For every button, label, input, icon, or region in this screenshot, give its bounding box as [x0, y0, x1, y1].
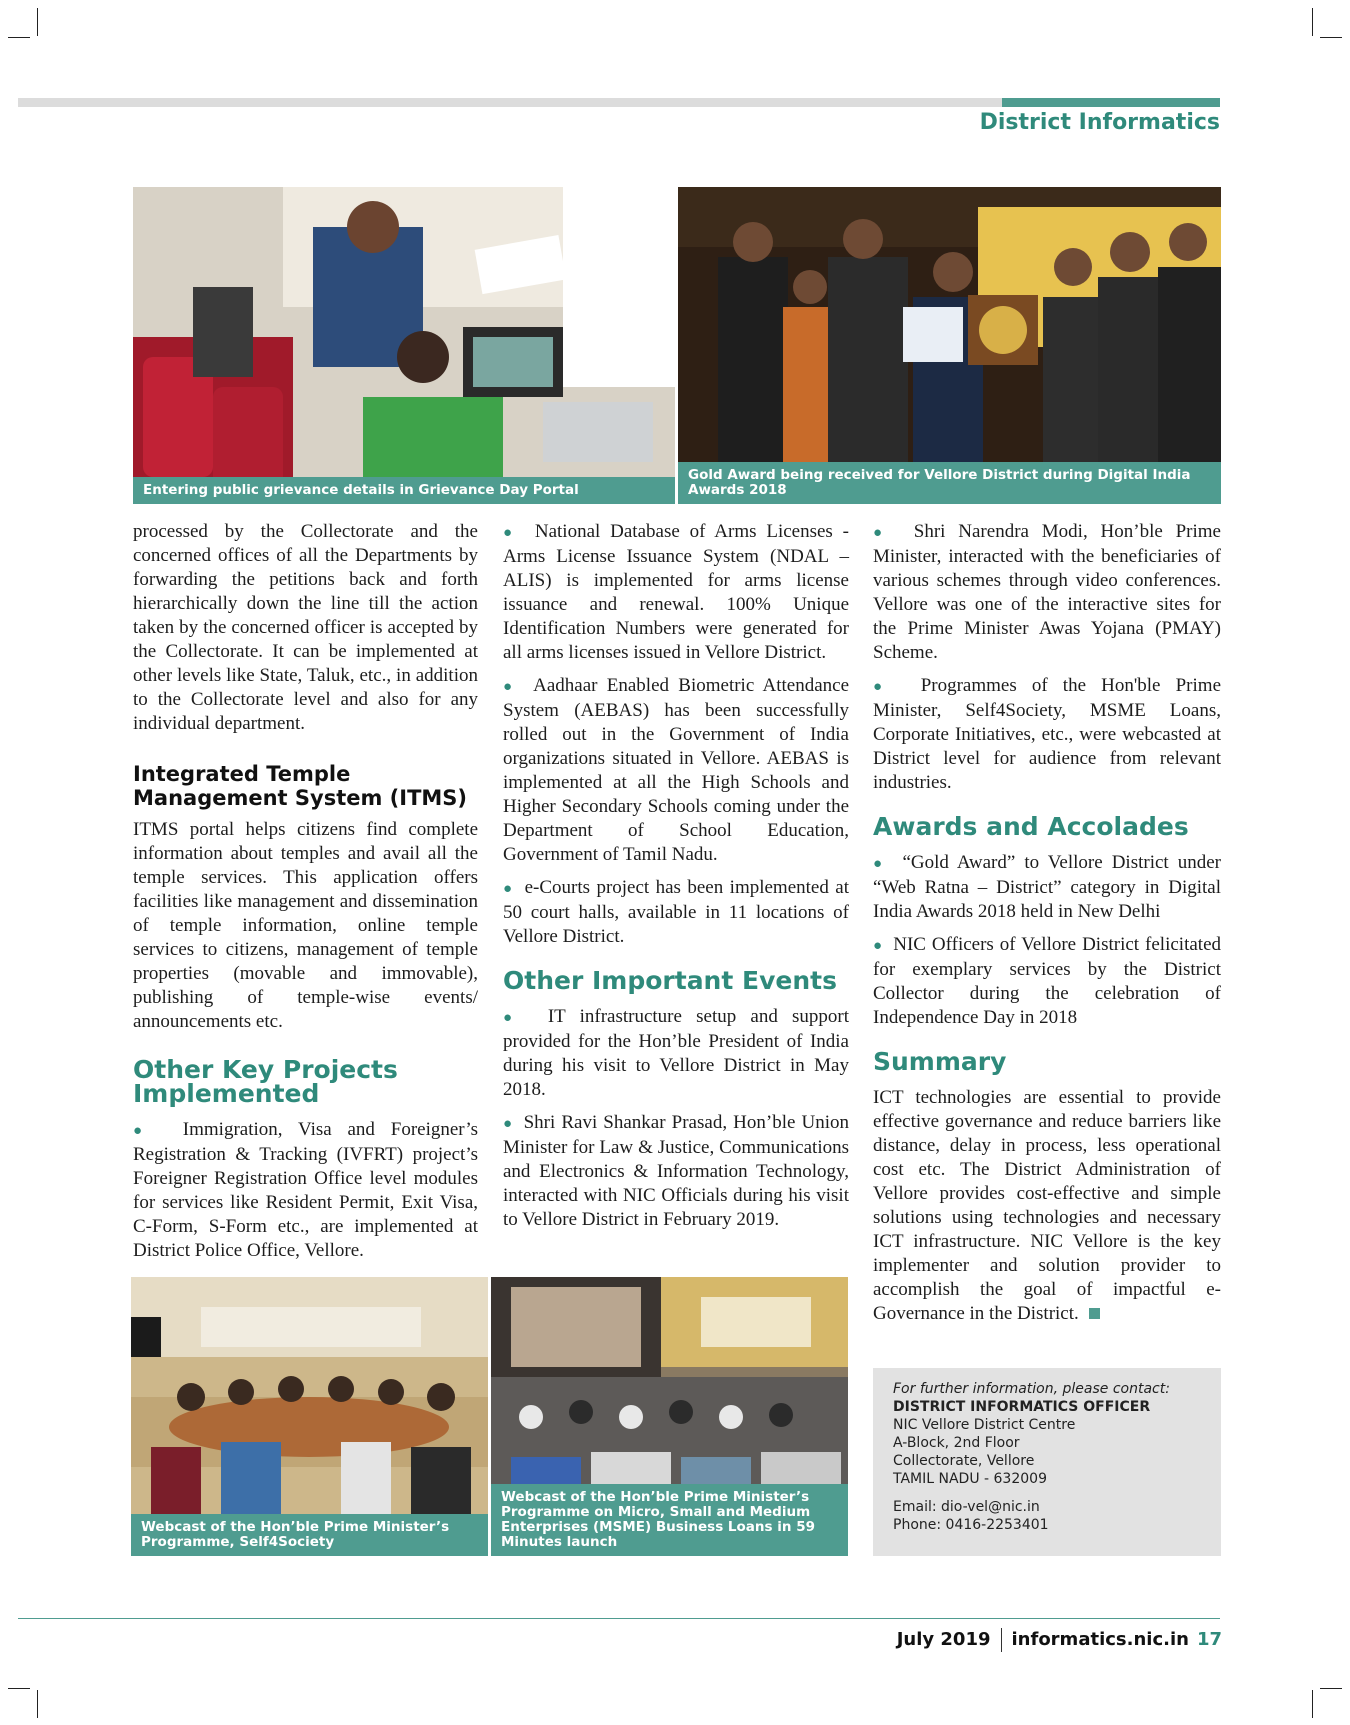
bullet-ivfrt: ● Immigration, Visa and Foreigner’s Registration & Tracking (IVFRT) project’s Foreigner Registration Office level modules for services like Resident Permit, Exit Visa, C-Form, S-Form etc., are implemented at District Police Office, Vellore.	[133, 1118, 478, 1263]
contact-address-line: NIC Vellore District Centre	[893, 1417, 1076, 1433]
bullet-president-visit: ● IT infrastructure setup and support provided for the Hon’ble President of India during his visit to Vellore District in May 2018.	[503, 1005, 849, 1102]
summary-text: ICT technologies are essential to provide effective governance and reduce barriers like distance, delay in process, less operational cost etc. The District Administration of Vellore provides cost-effective and simple solutions using technologies and necessary ICT infrastructure. NIC Vellore is the key implementer and solution provider to accomplish the goal of impactful e-Governance in the District.	[873, 1087, 1221, 1324]
contact-box	[873, 1368, 1221, 1556]
bullet-ndal: ● National Database of Arms Licenses - Arms License Issuance System (NDAL – ALIS) is implemented for arms license issuance and renewal. 100% Unique Identification Numbers were generated for all arms licenses issued in Vellore District.	[503, 520, 849, 665]
column-3	[873, 520, 1221, 1335]
photo-msme-launch	[491, 1277, 848, 1556]
column-1	[133, 520, 478, 1272]
contact-email: Email: dio-vel@nic.in	[893, 1499, 1040, 1515]
photo-grievance-portal	[133, 187, 675, 504]
end-mark-icon	[1089, 1308, 1100, 1319]
contact-gap	[893, 1488, 1201, 1498]
caption-grievance: Entering public grievance details in Grievance Day Portal	[133, 477, 675, 504]
contact-intro: For further information, please contact:	[893, 1381, 1170, 1397]
award-photo-illustration	[678, 187, 1221, 504]
crop-mark	[8, 37, 30, 38]
crop-mark	[1320, 37, 1342, 38]
caption-msme: Webcast of the Hon’ble Prime Minister’s Programme on Micro, Small and Medium Enterprises (MSME) Business Loans in 59 Minutes launch	[491, 1484, 848, 1556]
page-number: 17	[1196, 1629, 1222, 1650]
awards-heading: Awards and Accolades	[873, 812, 1189, 841]
bullet-pm-interaction: ● Shri Narendra Modi, Hon’ble Prime Minister, interacted with the beneficiaries of various schemes through video conferences. Vellore was one of the interactive sites for the Prime Minister Awas Yojana (PMAY) Scheme.	[873, 520, 1221, 665]
photo-self4society	[131, 1277, 488, 1556]
contact-title: DISTRICT INFORMATICS OFFICER	[893, 1399, 1151, 1415]
footer-rule	[18, 1618, 1220, 1619]
contact-address-line: Collectorate, Vellore	[893, 1453, 1035, 1469]
contact-address-line: TAMIL NADU - 632009	[893, 1471, 1047, 1487]
intro-paragraph: processed by the Collectorate and the concerned offices of all the Departments by forwarding the petitions back and forth hierarchically down the line till the action taken by the concerned officer is accepted by the Collectorate. It can be implemented at other levels like State, Taluk, etc., in addition to the Collectorate level and also for any individual department.	[133, 521, 478, 734]
crop-mark	[8, 1688, 30, 1689]
caption-gold-award: Gold Award being received for Vellore District during Digital India Awards 2018	[678, 462, 1221, 504]
bullet-gold-award: ● “Gold Award” to Vellore District under “Web Ratna – District” category in Digital India Awards 2018 held in New Delhi	[873, 851, 1221, 924]
crop-mark	[1312, 1690, 1313, 1718]
crop-mark	[1320, 1688, 1342, 1689]
crop-mark	[1312, 8, 1313, 36]
crop-mark	[37, 8, 38, 36]
column-2	[503, 520, 849, 1241]
bullet-minister-visit: ● Shri Ravi Shankar Prasad, Hon’ble Union Minister for Law & Justice, Communications and Electronics & Information Technology, interacted with NIC Officials during his visit to Vellore District in February 2019.	[503, 1111, 849, 1232]
summary-heading: Summary	[873, 1047, 1007, 1076]
contact-address-line: A-Block, 2nd Floor	[893, 1435, 1020, 1451]
bullet-webcast-programmes: ● Programmes of the Hon'ble Prime Minister, Self4Society, MSME Loans, Corporate Initiatives, etc., were webcasted at District level for audience from relevant industries.	[873, 674, 1221, 795]
projects-heading: Other Key Projects Implemented	[133, 1055, 398, 1108]
itms-heading: Integrated Temple Management System (ITMS)	[133, 762, 468, 810]
footer-site: informatics.nic.in	[1011, 1629, 1189, 1650]
footer-date: July 2019	[896, 1629, 991, 1650]
caption-self4society: Webcast of the Hon’ble Prime Minister’s Programme, Self4Society	[131, 1514, 488, 1556]
itms-paragraph: ITMS portal helps citizens find complete information about temples and avail all the temple services. This application offers facilities like management and dissemination of temple information, online temple services to citizens, management of temple properties (movable and immovable), publishing of temple-wise events/ announcements etc.	[133, 819, 478, 1032]
summary-paragraph	[873, 1086, 1221, 1326]
section-title: District Informatics	[979, 110, 1220, 135]
crop-mark	[37, 1690, 38, 1718]
bullet-aebas: ● Aadhaar Enabled Biometric Attendance System (AEBAS) has been successfully rolled out in the Government of India organizations situated in Vellore. AEBAS is implemented at all the High Schools and Higher Secondary Schools coming under the Department of School Education, Government of Tamil Nadu.	[503, 674, 849, 867]
bullet-nic-officers: ● NIC Officers of Vellore District felicitated for exemplary services by the District Collector during the celebration of Independence Day in 2018	[873, 933, 1221, 1030]
photo-gold-award	[678, 187, 1221, 504]
footer	[897, 1628, 1222, 1652]
events-heading: Other Important Events	[503, 966, 837, 995]
grievance-photo-illustration	[133, 187, 675, 504]
contact-phone: Phone: 0416-2253401	[893, 1517, 1049, 1533]
bullet-ecourts: ● e-Courts project has been implemented at 50 court halls, available in 11 locations of Vellore District.	[503, 876, 849, 949]
footer-separator	[1001, 1628, 1002, 1652]
header-accent-bar	[1002, 98, 1220, 107]
